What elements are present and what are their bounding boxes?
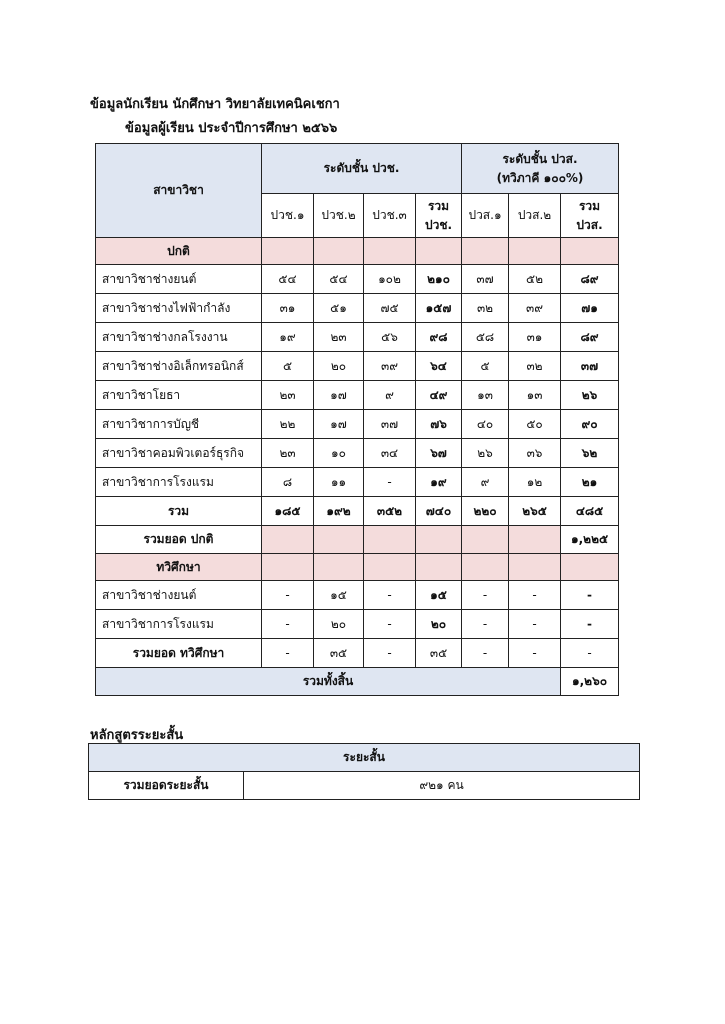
- value-cell: ๑๐๒: [364, 265, 416, 294]
- value-cell: -: [462, 610, 509, 639]
- subject-name: สาขาวิชาช่างไฟฟ้ากำลัง: [96, 294, 262, 323]
- column-header-line: ปวช.: [424, 217, 453, 232]
- value-cell: -: [262, 610, 314, 639]
- value-cell: ๑๕: [314, 581, 364, 610]
- table-row: [96, 381, 619, 410]
- value-cell: -: [509, 610, 561, 639]
- value-cell: ๓๖: [509, 439, 561, 468]
- short-course-label: รวมยอดระยะสั้น: [89, 772, 244, 800]
- table-row: [96, 410, 619, 439]
- value-cell: ๓๗: [561, 352, 619, 381]
- dual-total-value: -: [509, 639, 561, 668]
- section-cell: [314, 238, 364, 265]
- value-cell: ๒๐: [314, 610, 364, 639]
- section-cell: [262, 554, 314, 581]
- table-row: [96, 468, 619, 497]
- table-row: [96, 439, 619, 468]
- value-cell: ๔๙: [416, 381, 462, 410]
- dual-total-value: -: [561, 639, 619, 668]
- column-header: [509, 194, 561, 238]
- value-cell: ๓๒: [462, 294, 509, 323]
- value-cell: ๓๙: [509, 294, 561, 323]
- value-cell: ๘: [262, 468, 314, 497]
- section-regular: ปกติ: [96, 238, 262, 265]
- column-header-line: ปวส.๒: [517, 208, 552, 222]
- value-cell: ๕๔: [314, 265, 364, 294]
- value-cell: -: [561, 581, 619, 610]
- value-cell: ๗๖: [416, 410, 462, 439]
- header-pvch: ระดับชั้น ปวช.: [262, 144, 462, 194]
- regular-total-row: [96, 526, 619, 554]
- value-cell: -: [462, 581, 509, 610]
- sum-value: ๒๒๐: [462, 497, 509, 526]
- subject-name: สาขาวิชาช่างอิเล็กทรอนิกส์: [96, 352, 262, 381]
- value-cell: ๗๕: [364, 294, 416, 323]
- value-cell: ๑๗: [314, 381, 364, 410]
- value-cell: -: [509, 581, 561, 610]
- grand-total-label: รวมทั้งสิ้น: [96, 668, 561, 696]
- column-header-line: ปวส.: [576, 217, 603, 232]
- section-cell: [561, 238, 619, 265]
- sum-row: [96, 497, 619, 526]
- short-course-title: หลักสูตรระยะสั้น: [90, 728, 184, 743]
- value-cell: -: [262, 581, 314, 610]
- column-header-line: รวม: [578, 198, 601, 213]
- header-pvs-line2: (ทวิภาคี ๑๐๐%): [496, 170, 584, 185]
- table-row: [96, 323, 619, 352]
- value-cell: ๑๙: [416, 468, 462, 497]
- sum-label: รวม: [96, 497, 262, 526]
- value-cell: ๕: [262, 352, 314, 381]
- value-cell: ๕๐: [509, 410, 561, 439]
- empty-cell: [364, 526, 416, 554]
- empty-cell: [262, 526, 314, 554]
- value-cell: ๒๒: [262, 410, 314, 439]
- column-header: [416, 194, 462, 238]
- value-cell: ๑๐: [314, 439, 364, 468]
- section-cell: [509, 554, 561, 581]
- value-cell: ๑๕: [416, 581, 462, 610]
- value-cell: ๕๑: [314, 294, 364, 323]
- subject-name: สาขาวิชาการบัญชี: [96, 410, 262, 439]
- dual-total-value: -: [262, 639, 314, 668]
- value-cell: ๑๑: [314, 468, 364, 497]
- sum-value: ๔๘๕: [561, 497, 619, 526]
- value-cell: ๒๓: [262, 439, 314, 468]
- grand-total-value: ๑,๒๖๐: [561, 668, 619, 696]
- table-row: [96, 265, 619, 294]
- section-cell: [364, 554, 416, 581]
- value-cell: ๒๐: [314, 352, 364, 381]
- value-cell: ๙: [364, 381, 416, 410]
- section-cell: [561, 554, 619, 581]
- column-header: [561, 194, 619, 238]
- column-header: [314, 194, 364, 238]
- sum-value: ๑๙๒: [314, 497, 364, 526]
- value-cell: ๑๓: [509, 381, 561, 410]
- section-cell: [509, 238, 561, 265]
- subject-name: สาขาวิชาช่างยนต์: [96, 265, 262, 294]
- value-cell: ๕๘: [462, 323, 509, 352]
- document-subtitle: ข้อมูลผู้เรียน ประจำปีการศึกษา ๒๕๖๖: [125, 121, 338, 136]
- value-cell: -: [364, 468, 416, 497]
- short-course-value: ๙๒๑ คน: [244, 772, 640, 800]
- header-pvs: [462, 144, 619, 194]
- regular-total-label: รวมยอด ปกติ: [96, 526, 262, 554]
- sum-value: ๑๘๕: [262, 497, 314, 526]
- subject-name: สาขาวิชาโยธา: [96, 381, 262, 410]
- section-cell: [416, 238, 462, 265]
- section-cell: [314, 554, 364, 581]
- header-subject: สาขาวิชา: [96, 144, 262, 238]
- value-cell: ๘๙: [561, 265, 619, 294]
- dual-total-value: -: [364, 639, 416, 668]
- subject-name: สาขาวิชาช่างกลโรงงาน: [96, 323, 262, 352]
- dual-total-value: ๓๕: [314, 639, 364, 668]
- value-cell: ๓๒: [509, 352, 561, 381]
- dual-total-label: รวมยอด ทวิศึกษา: [96, 639, 262, 668]
- student-table: [95, 143, 619, 696]
- value-cell: ๓๗: [462, 265, 509, 294]
- empty-cell: [314, 526, 364, 554]
- section-cell: [462, 554, 509, 581]
- dual-total-value: ๓๕: [416, 639, 462, 668]
- subject-name: สาขาวิชาการโรงแรม: [96, 468, 262, 497]
- sum-value: ๓๕๒: [364, 497, 416, 526]
- section-cell: [416, 554, 462, 581]
- empty-cell: [509, 526, 561, 554]
- value-cell: -: [364, 581, 416, 610]
- value-cell: ๕๔: [262, 265, 314, 294]
- sum-value: ๗๔๐: [416, 497, 462, 526]
- column-header-line: รวม: [427, 198, 450, 213]
- short-course-header: ระยะสั้น: [89, 744, 640, 772]
- column-header-line: ปวช.๓: [372, 208, 407, 222]
- table-row: [96, 610, 619, 639]
- value-cell: ๒๖: [561, 381, 619, 410]
- table-row: [96, 352, 619, 381]
- sum-value: ๒๖๕: [509, 497, 561, 526]
- value-cell: ๒๓: [262, 381, 314, 410]
- column-header: [262, 194, 314, 238]
- value-cell: -: [561, 610, 619, 639]
- value-cell: ๑๕๗: [416, 294, 462, 323]
- column-header: [364, 194, 416, 238]
- column-header-line: ปวส.๑: [468, 208, 502, 222]
- value-cell: ๑๒: [509, 468, 561, 497]
- column-header-line: ปวช.๒: [321, 208, 356, 222]
- value-cell: ๒๑: [561, 468, 619, 497]
- value-cell: ๔๐: [462, 410, 509, 439]
- value-cell: ๒๑๐: [416, 265, 462, 294]
- value-cell: ๓๗: [364, 410, 416, 439]
- value-cell: ๙๐: [561, 410, 619, 439]
- value-cell: ๑๙: [262, 323, 314, 352]
- subject-name: สาขาวิชาคอมพิวเตอร์ธุรกิจ: [96, 439, 262, 468]
- column-header: [462, 194, 509, 238]
- value-cell: ๙: [462, 468, 509, 497]
- dual-total-row: [96, 639, 619, 668]
- column-header-line: ปวช.๑: [270, 208, 305, 222]
- value-cell: ๘๙: [561, 323, 619, 352]
- value-cell: ๓๑: [509, 323, 561, 352]
- document-title: ข้อมูลนักเรียน นักศึกษา วิทยาลัยเทคนิคเชกา: [90, 97, 340, 112]
- value-cell: ๓๔: [364, 439, 416, 468]
- value-cell: ๑๗: [314, 410, 364, 439]
- section-dual: ทวิศึกษา: [96, 554, 262, 581]
- table-row: [96, 581, 619, 610]
- value-cell: ๓๙: [364, 352, 416, 381]
- table-row: [96, 294, 619, 323]
- subject-name: สาขาวิชาการโรงแรม: [96, 610, 262, 639]
- value-cell: ๗๑: [561, 294, 619, 323]
- empty-cell: [462, 526, 509, 554]
- value-cell: ๒๓: [314, 323, 364, 352]
- short-course-table: [88, 743, 640, 800]
- grand-total-row: [96, 668, 619, 696]
- value-cell: ๓๑: [262, 294, 314, 323]
- value-cell: ๑๓: [462, 381, 509, 410]
- value-cell: ๙๘: [416, 323, 462, 352]
- header-pvs-line1: ระดับชั้น ปวส.: [502, 151, 578, 166]
- value-cell: ๒๖: [462, 439, 509, 468]
- dual-total-value: -: [462, 639, 509, 668]
- value-cell: ๕๒: [509, 265, 561, 294]
- value-cell: ๒๐: [416, 610, 462, 639]
- empty-cell: [416, 526, 462, 554]
- value-cell: ๕๖: [364, 323, 416, 352]
- section-cell: [364, 238, 416, 265]
- value-cell: ๖๗: [416, 439, 462, 468]
- value-cell: ๖๔: [416, 352, 462, 381]
- value-cell: -: [364, 610, 416, 639]
- section-cell: [462, 238, 509, 265]
- regular-total-value: ๑,๒๒๕: [561, 526, 619, 554]
- value-cell: ๖๒: [561, 439, 619, 468]
- value-cell: ๕: [462, 352, 509, 381]
- subject-name: สาขาวิชาช่างยนต์: [96, 581, 262, 610]
- section-cell: [262, 238, 314, 265]
